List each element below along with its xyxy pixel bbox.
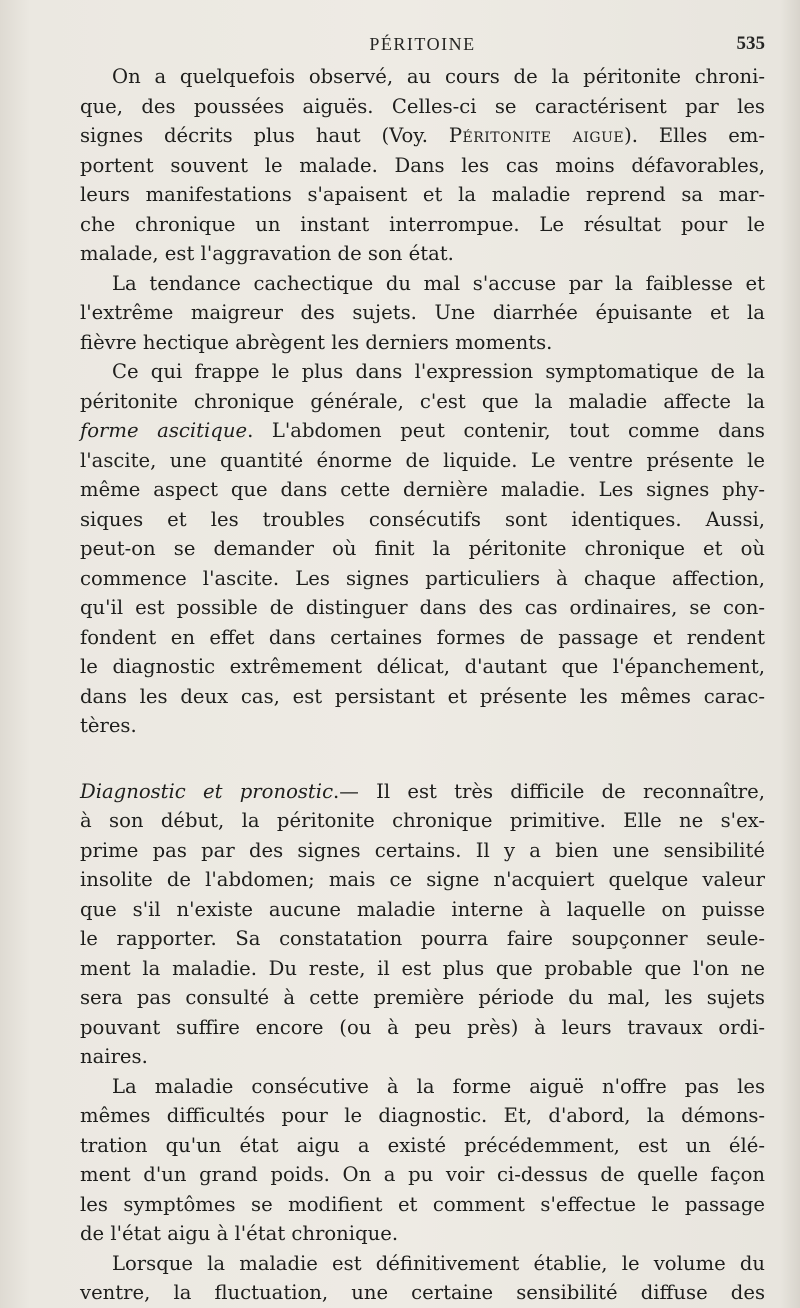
text-line: l'ascite, une quantité énorme de liquide. Le ventre présente le — [80, 448, 765, 472]
text-line: l'extrême maigreur des sujets. Une diarrhée épuisante et la — [80, 301, 765, 324]
text-line: tration qu'un état aigu a existé précédemment, est un élé- — [80, 1133, 765, 1157]
text-line: mêmes difficultés pour le diagnostic. Et, d'abord, la démons- — [80, 1104, 765, 1127]
text-segment: signes décrits plus haut (Voy. — [80, 124, 449, 147]
text-line: portent souvent le malade. Dans les cas moins défavorables, — [80, 153, 765, 177]
text-line: fièvre hectique abrègent les derniers moments. — [80, 330, 553, 354]
running-title: PÉRITOINE — [369, 34, 476, 54]
text-line: à son début, la péritonite chronique primitive. Elle ne s'ex- — [80, 809, 765, 832]
text-line: même aspect que dans cette dernière maladie. Les signes phy- — [80, 478, 765, 501]
text-segment: .— Il est très difficile de reconnaître, — [333, 779, 765, 803]
text-line: insolite de l'abdomen; mais ce signe n'acquiert quelque valeur — [80, 868, 765, 891]
text-line — [80, 777, 765, 807]
paragraph-cachexia — [80, 269, 765, 358]
paragraph-diagnosis — [80, 777, 765, 1072]
text-line: fondent en effet dans certaines formes de passage et rendent — [80, 625, 765, 649]
text-line — [80, 416, 765, 446]
text-line: naires. — [80, 1045, 148, 1068]
text-line: malade, est l'aggravation de son état. — [80, 242, 454, 265]
text-line: ment la maladie. Du reste, il est plus que probable que l'on ne — [80, 956, 765, 980]
text-line: pouvant suffire encore (ou à peu près) à leurs travaux ordi- — [80, 1015, 765, 1039]
text-line: La maladie consécutive à la forme aiguë n'offre pas les — [112, 1074, 765, 1098]
text-line: Lorsque la maladie est définitivement établie, le volume du — [112, 1251, 765, 1275]
text-line: che chronique un instant interrompue. Le résultat pour le — [80, 212, 765, 236]
body-text — [80, 62, 765, 1308]
text-line: commence l'ascite. Les signes particuliers à chaque affection, — [80, 566, 765, 590]
text-line — [80, 121, 765, 151]
italic-term: forme ascitique — [80, 419, 248, 442]
text-line: le diagnostic extrêmement délicat, d'autant que l'épanchement, — [80, 655, 765, 678]
page-header — [80, 30, 765, 60]
text-line: de l'état aigu à l'état chronique. — [80, 1222, 399, 1245]
section-heading: Diagnostic et pronostic — [80, 779, 334, 803]
page-number: 535 — [736, 33, 765, 54]
text-line: leurs manifestations s'apaisent et la maladie reprend sa mar- — [80, 183, 765, 206]
text-line: que, des poussées aiguës. Celles-ci se caractérisent par les — [80, 94, 765, 118]
text-segment: ). Elles em- — [624, 124, 765, 147]
text-line: On a quelquefois observé, au cours de la péritonite chroni- — [112, 65, 765, 88]
text-line: sera pas consulté à cette première période du mal, les sujets — [80, 986, 765, 1009]
text-line: peut-on se demander où finit la péritonite chronique et où — [80, 537, 765, 560]
text-line: prime pas par des signes certains. Il y a bien une sensibilité — [80, 838, 765, 862]
paragraph-ascitic-form — [80, 357, 765, 741]
section-gap — [80, 741, 765, 777]
text-line: péritonite chronique générale, c'est que la maladie affecte la — [80, 389, 765, 413]
text-line: La tendance cachectique du mal s'accuse par la faiblesse et — [112, 271, 765, 295]
text-line: qu'il est possible de distinguer dans des cas ordinaires, se con- — [80, 596, 765, 619]
text-line: siques et les troubles consécutifs sont identiques. Aussi, — [80, 507, 765, 531]
paragraph-consecutive-form — [80, 1072, 765, 1249]
text-line: dans les deux cas, est persistant et présente les mêmes carac- — [80, 684, 765, 708]
text-segment: . L'abdomen peut contenir, tout comme dans — [247, 419, 765, 442]
text-line: tères. — [80, 714, 137, 737]
text-line: ment d'un grand poids. On a pu voir ci-dessus de quelle façon — [80, 1163, 765, 1186]
cross-reference: Péritonite aigue — [448, 124, 625, 147]
text-line: Ce qui frappe le plus dans l'expression symptomatique de la — [112, 360, 765, 383]
paragraph-established-disease — [80, 1249, 765, 1308]
text-line: les symptômes se modifient et comment s'effectue le passage — [80, 1192, 765, 1216]
paragraph-acute-flareups — [80, 62, 765, 269]
text-line: ventre, la fluctuation, une certaine sensibilité diffuse des — [80, 1281, 765, 1304]
text-line: que s'il n'existe aucune maladie interne à laquelle on puisse — [80, 897, 765, 921]
text-line: le rapporter. Sa constatation pourra faire soupçonner seule- — [80, 927, 765, 950]
